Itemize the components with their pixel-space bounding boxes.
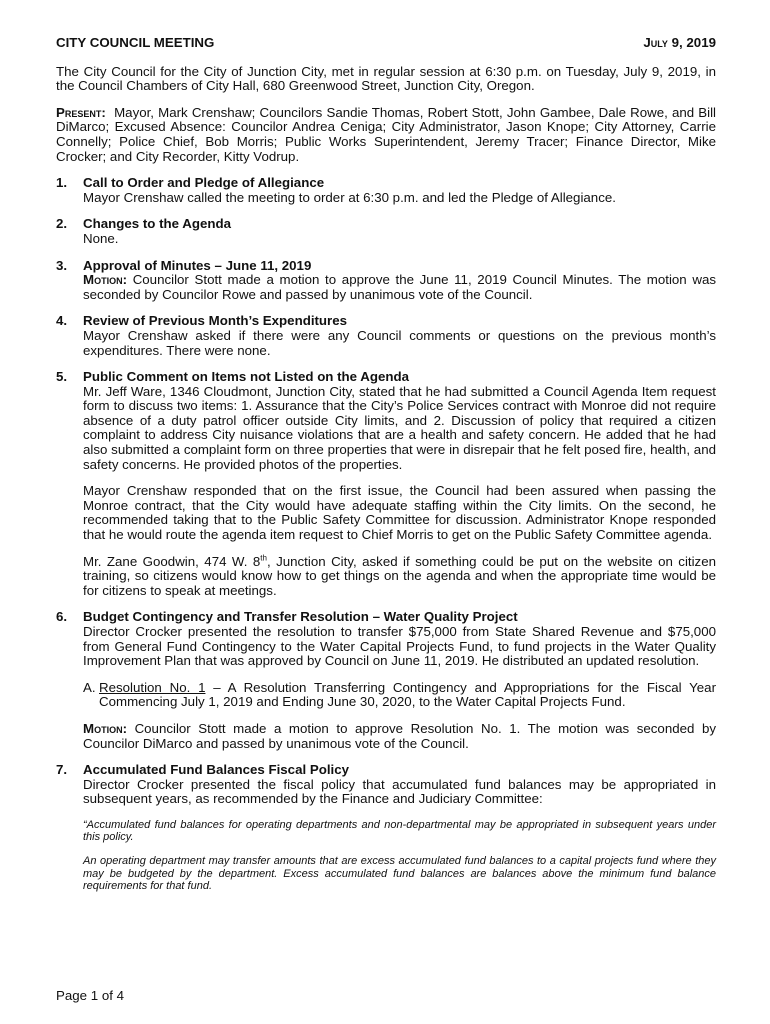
agenda-item-5 — [56, 370, 716, 598]
motion-paragraph — [83, 273, 716, 302]
page-header — [56, 36, 716, 51]
item-text: Mayor Crenshaw asked if there were any Council comments or questions on the previous month’s expenditures. There were none. — [83, 327, 716, 358]
intro-paragraph: The City Council for the City of Junction City, met in regular session at 6:30 p.m. on Tuesday, July 9, 2019, in the Council Chambers of City Hall, 680 Greenwood Street, Junction City, Oregon. — [56, 63, 716, 94]
public-comment-paragraph: Mr. Jeff Ware, 1346 Cloudmont, Junction City, stated that he had submitted a Council Agenda Item request form to discuss two items: 1. Assurance that the City’s Police Services contract with Monroe did not require absence of a duty patrol officer outside City limits, and 2. Discussion of policy that required a citizen complaint to address City nuisance violations that are a health and safety concern. He added that he had also submitted a complaint form on three properties that were in disrepair that he felt posed fire, health, and safety concerns. He provided photos of the properties. — [83, 383, 716, 472]
item-number: 7. — [56, 762, 68, 778]
item-number: 3. — [56, 257, 68, 273]
resolution-subitem — [83, 681, 716, 710]
resolution-text — [99, 681, 716, 710]
motion-label: Motion: — [83, 272, 128, 288]
item-title: Review of Previous Month’s Expenditures — [83, 313, 348, 329]
motion-paragraph — [83, 722, 716, 751]
present-text: Mayor, Mark Crenshaw; Councilors Sandie Thomas, Robert Stott, John Gambee, Dale Rowe, and Bill DiMarco; Excused Absence: Councilor Andrea Ceniga; City Administrator, Jason Knope; City Attorney, Carrie Connelly; Police Chief, Bob Morris; Public Works Superintendent, Jeremy Tracer; Finance Director, Mike Crocker; and City Recorder, Kitty Vodrup. — [56, 104, 717, 164]
policy-quote-2: An operating department may transfer amounts that are excess accumulated fund balances to a capital projects fund where they may be budgeted by the department. Excess accumulated fund balances are balances above the minimum fund balance requirements for that fund. — [83, 855, 716, 892]
agenda-item-2 — [56, 217, 716, 246]
item-number: 2. — [56, 216, 68, 232]
mayor-response-paragraph: Mayor Crenshaw responded that on the first issue, the Council had been assured when passing the Monroe contract, that the City would have adequate staffing within the City limits. On the second, he recommended taking that to the Public Safety Committee for discussion. Administrator Knope responded that he would route the agenda item request to Chief Morris to get on the Public Safety Committee agenda. — [83, 483, 716, 543]
comment-text-start: Mr. Zane Goodwin, 474 W. 8 — [83, 553, 261, 569]
agenda-item-6 — [56, 610, 716, 751]
item-text: Mayor Crenshaw called the meeting to order at 6:30 p.m. and led the Pledge of Allegiance. — [83, 189, 616, 205]
item-number: 4. — [56, 313, 68, 329]
comment-text-end: , Junction City, asked if something could be put on the website on citizen training, so citizens would know how to get things on the agenda and when the appropriate time would be for citizens to speak at meetings. — [83, 553, 716, 598]
resolution-description: – A Resolution Transferring Contingency and Appropriations for the Fiscal Year Commencing July 1, 2019 and Ending June 30, 2020, to the Water Capital Projects Fund. — [99, 679, 716, 710]
item-number: 5. — [56, 369, 68, 385]
item-title: Call to Order and Pledge of Allegiance — [83, 175, 325, 191]
item-number: 1. — [56, 175, 68, 191]
agenda-item-3 — [56, 259, 716, 303]
item-title: Public Comment on Items not Listed on the Agenda — [83, 369, 410, 385]
item-title: Accumulated Fund Balances Fiscal Policy — [83, 762, 350, 778]
item-text: Director Crocker presented the fiscal policy that accumulated fund balances may be appropriated in subsequent years, as recommended by the Finance and Judiciary Committee: — [83, 776, 716, 807]
present-label: Present: — [56, 104, 106, 120]
policy-quote-1: “Accumulated fund balances for operating departments and non-departmental may be appropriated in subsequent years under this policy. — [83, 818, 716, 844]
motion-label: Motion: — [83, 720, 128, 736]
item-text: Director Crocker presented the resolution to transfer $75,000 from State Shared Revenue and $75,000 from General Fund Contingency to the Water Capital Projects Fund, to fund projects in the Water Quality Improvement Plan that was approved by Council on June 11, 2019. He distributed an updated resolution. — [83, 624, 716, 669]
item-title: Changes to the Agenda — [83, 216, 231, 232]
item-title: Budget Contingency and Transfer Resolution – Water Quality Project — [83, 609, 518, 625]
attendance-paragraph — [56, 106, 716, 164]
agenda-item-4 — [56, 314, 716, 358]
subitem-letter: A. — [83, 679, 96, 695]
item-number: 6. — [56, 609, 68, 625]
item-text: None. — [83, 230, 119, 246]
item-title: Approval of Minutes – June 11, 2019 — [83, 257, 312, 273]
goodwin-comment-paragraph — [83, 555, 716, 599]
document-page — [56, 36, 716, 892]
ordinal-suffix: th — [260, 553, 267, 563]
meeting-date: July 9, 2019 — [643, 35, 716, 50]
page-number: Page 1 of 4 — [56, 988, 125, 1003]
item-text: Councilor Stott made a motion to approve the June 11, 2019 Council Minutes. The motion was seconded by Councilor Rowe and passed by unanimous vote of the Council. — [83, 272, 717, 302]
agenda-item-7 — [56, 763, 716, 892]
resolution-link[interactable]: Resolution No. 1 — [99, 679, 206, 695]
meeting-title: CITY COUNCIL MEETING — [56, 35, 215, 50]
motion-text: Councilor Stott made a motion to approve Resolution No. 1. The motion was seconded by Councilor DiMarco and passed by unanimous vote of the Council. — [83, 720, 716, 751]
agenda-item-1 — [56, 176, 716, 205]
